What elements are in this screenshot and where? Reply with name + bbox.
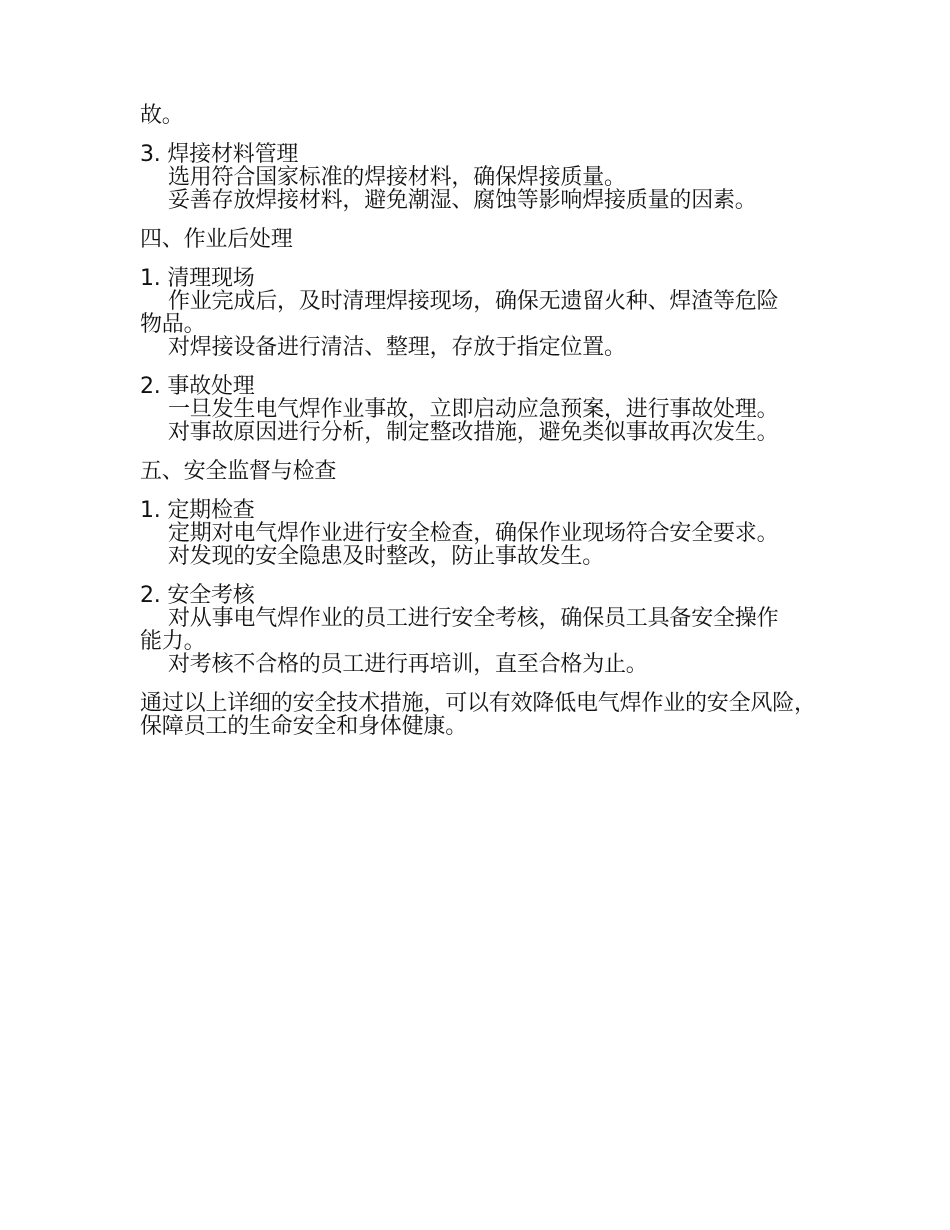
document-body <box>140 103 816 739</box>
part-5-sub-1-item-1-paragraph <box>140 522 800 545</box>
section-3-item-2-paragraph <box>140 189 800 212</box>
part-5-sub-2-item-1: 对从事电气焊作业的员工进行安全考核，确保员工具备安全操作能力。 <box>140 606 779 654</box>
conclusion-paragraph <box>140 692 820 738</box>
part-4-sub-1-heading: 1. 清理现场 <box>140 266 255 291</box>
previous-paragraph-end: 故。 <box>140 103 184 128</box>
part-4-sub-2-heading: 2. 事故处理 <box>140 374 255 399</box>
part-5-sub-2-item-1-paragraph <box>140 607 800 653</box>
part-5-title: 五、安全监督与检查 <box>140 459 337 484</box>
section-3-item-2: 妥善存放焊接材料，避免潮湿、腐蚀等影响焊接质量的因素。 <box>168 188 757 213</box>
part-4-sub-2-item-2-paragraph <box>140 421 800 444</box>
part-4-sub-2-item-1-paragraph <box>140 398 800 421</box>
part-4-sub-1-item-2: 对焊接设备进行清洁、整理，存放于指定位置。 <box>168 335 626 360</box>
part-5-sub-1-heading: 1. 定期检查 <box>140 498 255 523</box>
conclusion-text: 通过以上详细的安全技术措施，可以有效降低电气焊作业的安全风险，保障员工的生命安全和身体健康。 <box>140 691 816 739</box>
section-3-heading: 3. 焊接材料管理 <box>140 142 299 167</box>
part-4-sub-2-item-1: 一旦发生电气焊作业事故，立即启动应急预案，进行事故处理。 <box>168 397 779 422</box>
part-4-sub-1-item-1: 作业完成后，及时清理焊接现场，确保无遗留火种、焊渣等危险物品。 <box>140 289 779 337</box>
part-5-sub-2-heading: 2. 安全考核 <box>140 583 255 608</box>
part-5-sub-1-item-2: 对发现的安全隐患及时整改，防止事故发生。 <box>168 544 605 569</box>
part-5-sub-1-item-1: 定期对电气焊作业进行安全检查，确保作业现场符合安全要求。 <box>168 521 779 546</box>
section-3-item-1: 选用符合国家标准的焊接材料，确保焊接质量。 <box>168 165 626 190</box>
part-4-title: 四、作业后处理 <box>140 227 293 252</box>
part-4-sub-1-item-1-paragraph <box>140 290 800 336</box>
part-5-sub-2-item-2: 对考核不合格的员工进行再培训，直至合格为止。 <box>168 652 648 677</box>
part-4-sub-2-item-2: 对事故原因进行分析，制定整改措施，避免类似事故再次发生。 <box>168 420 779 445</box>
